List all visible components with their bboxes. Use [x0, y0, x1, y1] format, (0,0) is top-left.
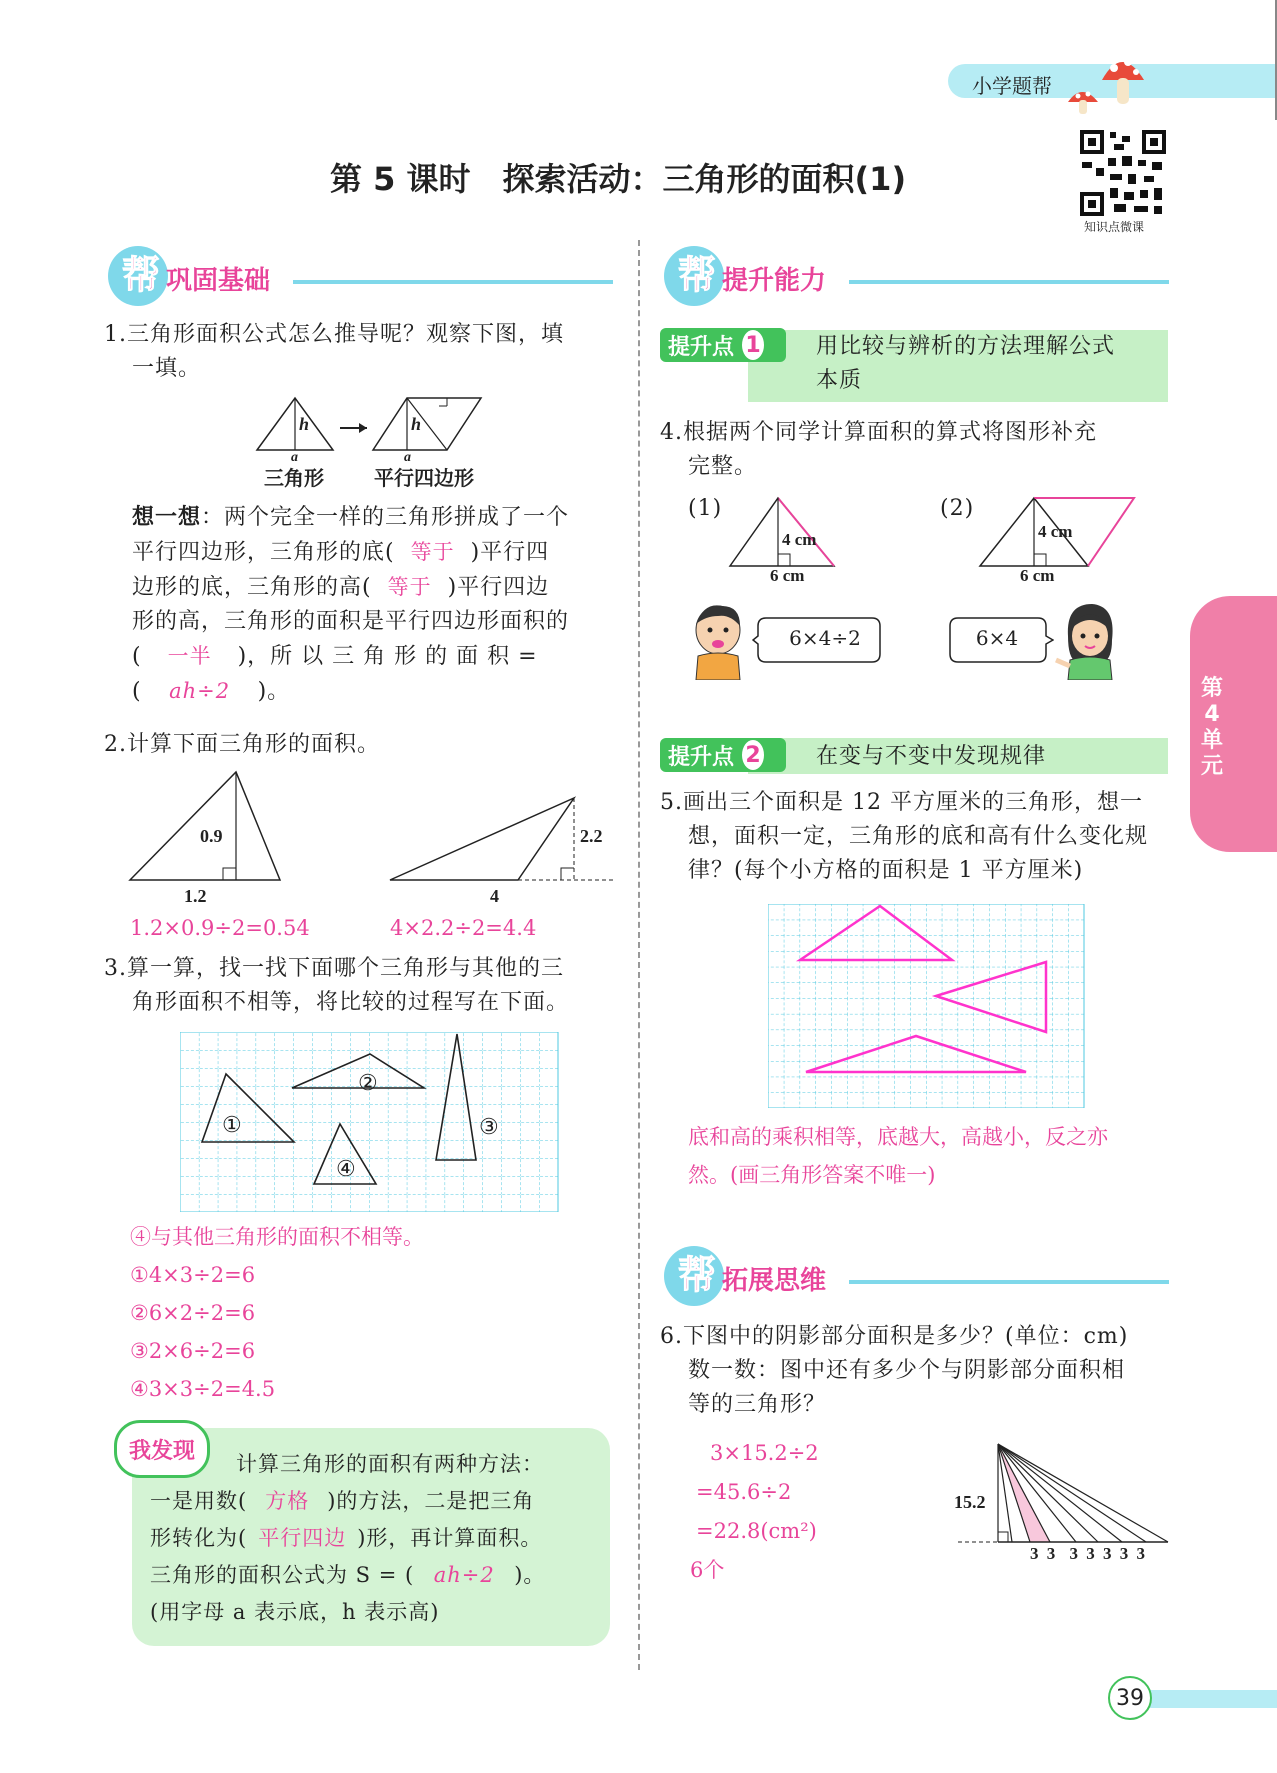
page-number-band	[1140, 1690, 1277, 1708]
bang-glyph: 帮	[678, 253, 717, 297]
tsd2-tag	[660, 738, 786, 772]
q1-number: 1.	[104, 322, 127, 347]
think-label: 想一想	[132, 504, 202, 530]
q3-answer-3: ③2×6÷2=6	[130, 1339, 256, 1363]
q2-t2-height: 2.2	[580, 826, 603, 846]
unit-side-tab-text: 第4单元	[1200, 676, 1223, 779]
q3-label-2: ②	[358, 1070, 378, 1095]
q1-line2: 一填。	[132, 356, 202, 381]
q6-figure	[950, 1436, 1170, 1546]
tsd2-text: 在变与不变中发现规律	[816, 744, 1047, 769]
section-line	[849, 1280, 1169, 1284]
page-title: 第 5 课时 探索活动：三角形的面积(1)	[330, 160, 907, 198]
girl-avatar-icon	[1054, 600, 1124, 680]
q3-label-1: ①	[222, 1112, 242, 1137]
q5-line2: 想，面积一定，三角形的底和高有什么变化规	[688, 824, 1149, 849]
tsd2-tag-label: 提升点	[668, 744, 735, 770]
section-ability-heading	[664, 240, 1169, 310]
discover-badge-text: 我发现	[128, 1438, 195, 1464]
q6-base-4: 3	[1103, 1544, 1112, 1563]
think-line6a: (	[132, 679, 142, 704]
q5-grid-figure	[768, 904, 1086, 1108]
q6-answer-line3: =22.8(cm²)	[696, 1519, 817, 1543]
q3-answers	[130, 1218, 424, 1408]
q4-fig2-height: 4 cm	[1038, 522, 1073, 541]
discover-line4a: 三角形的面积公式为 S = (	[150, 1563, 415, 1587]
section-expand-heading	[664, 1240, 1169, 1310]
q4-part2-label: (2)	[940, 496, 975, 521]
q3-number: 3.	[104, 956, 127, 981]
q6-base-2: 3	[1069, 1544, 1078, 1563]
column-divider	[638, 240, 640, 1670]
discover-line2b: )的方法，二是把三角	[327, 1489, 535, 1513]
qr-code-icon	[1078, 128, 1168, 218]
q6-base-3: 3	[1086, 1544, 1095, 1563]
q5-text	[660, 786, 1175, 888]
q6-line2: 数一数：图中还有多少个与阴影部分面积相	[688, 1358, 1126, 1383]
section-expand-title: 拓展思维	[722, 1266, 827, 1296]
bang-glyph: 帮	[678, 1253, 717, 1297]
think-line3b: )平行四边	[447, 575, 550, 600]
tsd1-tag	[660, 328, 786, 362]
answer-blank-4: ah÷2	[169, 679, 231, 703]
q1-var-h-right: h	[411, 414, 422, 434]
q5-line3: 律？(每个小方格的面积是 1 平方厘米)	[688, 858, 1084, 883]
q4-line1: 根据两个同学计算面积的算式将图形补充	[683, 420, 1098, 445]
discover-line3a: 形转化为(	[150, 1526, 248, 1550]
q1-var-a-right: a	[404, 450, 411, 465]
tsd1-text	[816, 330, 1115, 398]
q2-t1-base: 1.2	[184, 886, 207, 906]
qr-caption: 知识点微课	[1084, 220, 1145, 234]
discover-line1: 计算三角形的面积有两种方法：	[236, 1452, 544, 1476]
q5-number: 5.	[660, 790, 683, 815]
tsd2-number: 2	[742, 740, 764, 770]
discover-blank-1: 方格	[265, 1489, 310, 1513]
think-line2a: 平行四边形，三角形的底(	[132, 540, 395, 565]
q5-line1: 画出三个面积是 12 平方厘米的三角形，想一	[683, 790, 1143, 815]
discover-text	[150, 1446, 610, 1631]
q1-think	[132, 500, 612, 709]
bubble-1-text: 6×4÷2	[789, 626, 861, 650]
section-basic-heading	[108, 240, 613, 310]
think-line3a: 边形的底，三角形的高(	[132, 575, 372, 600]
q5-answer-line2: 然。(画三角形答案不唯一)	[688, 1163, 936, 1187]
q6-answer	[690, 1434, 819, 1590]
bubble-2-text: 6×4	[975, 626, 1019, 650]
think-line4: 形的高，三角形的面积是平行四边形面积的	[132, 609, 570, 634]
q6-base-0: 3	[1030, 1544, 1039, 1563]
section-line	[849, 280, 1169, 284]
section-basic-title: 巩固基础	[166, 266, 271, 296]
q3-label-4: ④	[336, 1156, 356, 1181]
q3-line1: 算一算，找一找下面哪个三角形与其他的三	[127, 956, 565, 981]
q5-answer-line1: 底和高的乘积相等，底越大，高越小，反之亦	[688, 1125, 1108, 1149]
q6-line3: 等的三角形？	[688, 1392, 827, 1417]
answer-blank-2: 等于	[387, 575, 432, 599]
q3-line2: 角形面积不相等，将比较的过程写在下面。	[132, 990, 570, 1015]
q3-answer-0: ④与其他三角形的面积不相等。	[130, 1225, 424, 1249]
section-line	[293, 280, 613, 284]
q6-answer-line2: =45.6÷2	[696, 1480, 792, 1504]
think-line5a: (	[132, 644, 142, 669]
q3-answer-2: ②6×2÷2=6	[130, 1301, 256, 1325]
boy-avatar-icon	[688, 600, 750, 680]
page-number: 39	[1108, 1676, 1152, 1720]
q6-answer-line1: 3×15.2÷2	[710, 1441, 819, 1465]
q2-answer-2: 4×2.2÷2=4.4	[390, 916, 537, 940]
q1-label-parallelogram: 平行四边形	[374, 466, 474, 490]
tsd1-text-line2: 本质	[816, 368, 863, 393]
q6-number: 6.	[660, 1324, 683, 1349]
discover-line3b: )形，再计算面积。	[357, 1526, 543, 1550]
q4-line2: 完整。	[688, 454, 758, 479]
think-line1: ：两个完全一样的三角形拼成了一个	[201, 505, 570, 530]
q6-base-1: 3	[1046, 1544, 1056, 1563]
q3-answer-1: ①4×3÷2=6	[130, 1263, 256, 1287]
think-line2b: )平行四	[470, 540, 550, 565]
q2-line: 计算下面三角形的面积。	[127, 732, 381, 757]
q4-text	[660, 416, 1175, 484]
discover-line2a: 一是用数(	[150, 1489, 248, 1513]
q4-fig1-base: 6 cm	[770, 566, 805, 585]
q6-line1: 下图中的阴影部分面积是多少？(单位：cm)	[683, 1324, 1129, 1349]
q6-text	[660, 1320, 1175, 1422]
discover-line5: (用字母 a 表示底，h 表示高)	[150, 1600, 440, 1624]
discover-blank-2: 平行四边	[258, 1526, 347, 1550]
q2-answer-1: 1.2×0.9÷2=0.54	[130, 916, 310, 940]
q4-part1-label: (1)	[688, 496, 723, 521]
q6-base-6: 3	[1136, 1544, 1145, 1563]
q4-number: 4.	[660, 420, 683, 445]
section-ability-title: 提升能力	[722, 266, 827, 296]
q2-number: 2.	[104, 732, 127, 757]
q2-text	[104, 728, 380, 762]
q3-text	[104, 952, 624, 1020]
q1-text	[104, 318, 624, 386]
q2-t1-height: 0.9	[200, 826, 223, 846]
bang-glyph: 帮	[122, 253, 161, 297]
q1-label-triangle: 三角形	[264, 466, 324, 490]
answer-blank-1: 等于	[410, 540, 455, 564]
q4-fig2-base: 6 cm	[1020, 566, 1055, 585]
tsd1-text-line1: 用比较与辨析的方法理解公式	[816, 334, 1116, 359]
header-brand: 小学题帮	[972, 74, 1052, 98]
q6-bases	[1020, 1544, 1145, 1564]
q1-line1: 三角形面积公式怎么推导呢？观察下图，填	[127, 322, 565, 347]
q6-height-label: 15.2	[954, 1492, 986, 1512]
q3-answer-4: ④3×3÷2=4.5	[130, 1377, 276, 1401]
answer-blank-3: 一半	[167, 644, 212, 668]
tsd1-number: 1	[742, 330, 764, 360]
think-line5b: )，所 以 三 角 形 的 面 积 =	[237, 644, 538, 669]
q1-var-a-left: a	[291, 450, 298, 465]
q6-answer-line4: 6个	[690, 1558, 725, 1582]
tsd1-tag-label: 提升点	[668, 334, 735, 360]
q1-var-h-left: h	[299, 414, 310, 434]
discover-line4b: )。	[514, 1563, 546, 1587]
q6-base-5: 3	[1119, 1544, 1129, 1563]
q4-fig1-height: 4 cm	[782, 530, 817, 549]
think-line6b: )。	[257, 679, 291, 704]
q5-answer	[688, 1118, 1108, 1194]
discover-blank-3: ah÷2	[433, 1563, 495, 1587]
q2-t2-base: 4	[490, 886, 499, 906]
q3-label-3: ③	[479, 1114, 499, 1139]
mushroom-icon	[1062, 44, 1152, 114]
